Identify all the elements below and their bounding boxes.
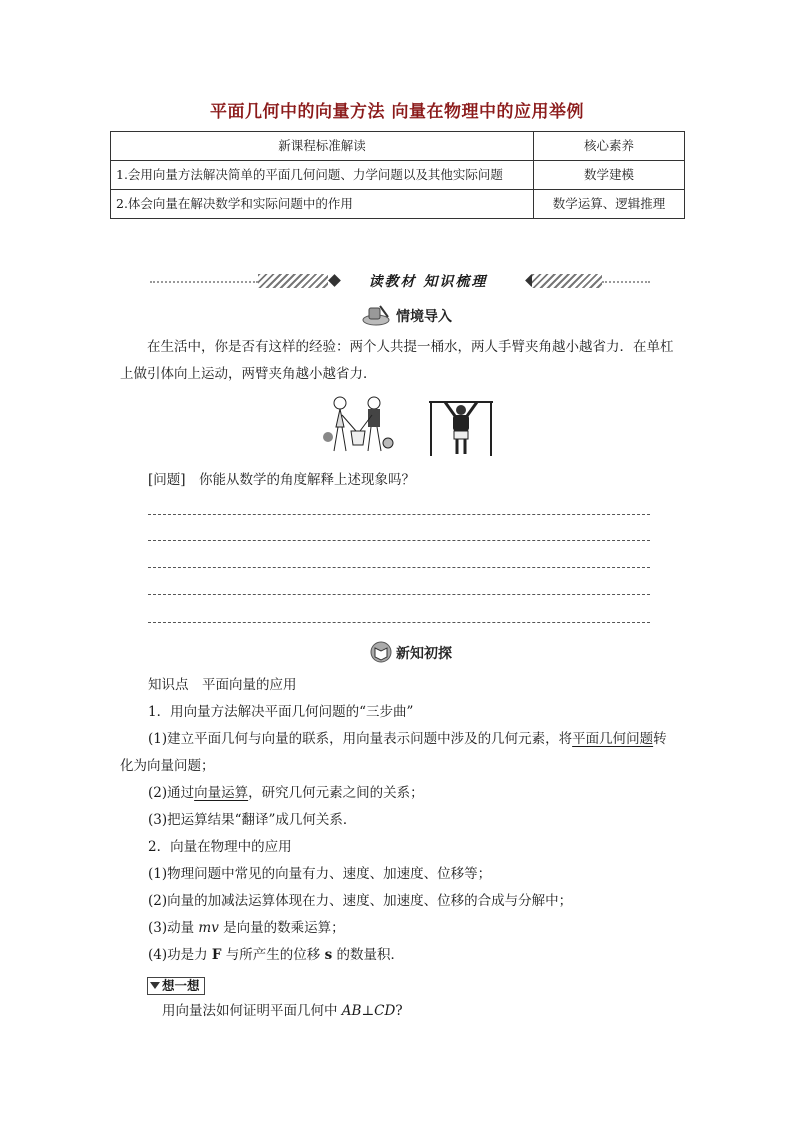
item1-title: 1．用向量方法解决平面几何问题的“三步曲” bbox=[148, 704, 414, 720]
table-header-standard: 新课程标准解读 bbox=[111, 132, 534, 161]
think-question-text: 用向量法如何证明平面几何中 bbox=[162, 1003, 342, 1019]
answer-line bbox=[148, 514, 650, 515]
item1-step1-underlined: 平面几何问题 bbox=[572, 731, 654, 747]
momentum-variable: mv bbox=[198, 920, 219, 936]
question-text: 你能从数学的角度解释上述现象吗？ bbox=[199, 472, 416, 488]
banner-dotted-rule-left bbox=[150, 281, 258, 283]
intro-paragraph: 在生活中，你是否有这样的经验：两个人共提一桶水，两人手臂夹角越小越省力．在单杠上做引体向上运动，两臂夹角越小越省力． bbox=[120, 339, 674, 382]
answer-line bbox=[148, 622, 650, 623]
intro-question bbox=[148, 467, 415, 494]
item2-point4 bbox=[148, 942, 404, 969]
table-header-row bbox=[111, 132, 685, 161]
item2-title: 2．向量在物理中的应用 bbox=[148, 839, 292, 855]
item2-point3 bbox=[148, 915, 345, 942]
item1-step2-text: (2)通过 bbox=[148, 785, 195, 801]
item1-step3: (3)把运算结果“翻译”成几何关系． bbox=[148, 812, 357, 828]
displacement-variable: s bbox=[324, 947, 333, 963]
item1-step2-underlined: 向量运算 bbox=[194, 785, 249, 801]
item2-point1: (1)物理问题中常见的向量有力、速度、加速度、位移等； bbox=[148, 866, 492, 882]
knowledge-point-title: 知识点 平面向量的应用 bbox=[148, 677, 297, 693]
book-icon bbox=[368, 640, 396, 664]
ink-stone-icon bbox=[360, 303, 392, 327]
perpendicular-expression: AB⊥CD bbox=[341, 1003, 396, 1019]
table-header-literacy: 核心素养 bbox=[534, 132, 685, 161]
table-row bbox=[111, 161, 685, 190]
standard-cell: 1.会用向量方法解决简单的平面几何问题、力学问题以及其他实际问题 bbox=[111, 161, 534, 190]
banner-stripe-left bbox=[258, 274, 328, 288]
think-question bbox=[162, 998, 403, 1025]
item2-point3-tail: 是向量的数乘运算； bbox=[218, 920, 345, 936]
item2-point4-tail: 的数量积． bbox=[332, 947, 405, 963]
think-box bbox=[147, 977, 205, 995]
item1-step1-tail: 转化为向量问题； bbox=[120, 731, 667, 774]
banner-title: 读教材 知识梳理 bbox=[368, 274, 488, 290]
banner-dotted-rule-right bbox=[602, 281, 650, 283]
literacy-cell: 数学建模 bbox=[534, 161, 685, 190]
table-row bbox=[111, 190, 685, 219]
intro-heading-text: 情境导入 bbox=[396, 309, 452, 325]
question-tag: [问题] bbox=[148, 472, 186, 488]
answer-line bbox=[148, 540, 650, 541]
item1-step1 bbox=[120, 726, 675, 780]
item2-point4-mid: 与所产生的位移 bbox=[221, 947, 325, 963]
pull-up-bar-illustration bbox=[425, 398, 497, 458]
page-title: 平面几何中的向量方法 向量在物理中的应用举例 bbox=[210, 102, 584, 122]
item1-step1-text: (1)建立平面几何与向量的联系，用向量表示问题中涉及的几何元素，将 bbox=[148, 731, 573, 747]
item2-point4-text: (4)功是力 bbox=[148, 947, 212, 963]
think-question-tail: ? bbox=[395, 1003, 403, 1019]
two-kids-carrying-bucket-illustration bbox=[318, 393, 398, 459]
think-triangle-icon bbox=[150, 982, 160, 989]
answer-line bbox=[148, 567, 650, 568]
item1-step2-tail: ，研究几何元素之间的关系； bbox=[248, 785, 424, 801]
curriculum-standards-table bbox=[110, 131, 685, 219]
item1-step2 bbox=[148, 780, 424, 807]
answer-line bbox=[148, 594, 650, 595]
banner-diamond-left-icon bbox=[328, 274, 341, 287]
think-label: 想一想 bbox=[162, 978, 200, 993]
new-knowledge-heading-text: 新知初探 bbox=[396, 646, 452, 662]
item2-point2: (2)向量的加减法运算体现在力、速度、加速度、位移的合成与分解中； bbox=[148, 893, 573, 909]
standard-cell: 2.体会向量在解决数学和实际问题中的作用 bbox=[111, 190, 534, 219]
force-variable: F bbox=[211, 947, 222, 963]
banner-stripe-right bbox=[532, 274, 602, 288]
literacy-cell: 数学运算、逻辑推理 bbox=[534, 190, 685, 219]
section-banner bbox=[150, 271, 650, 293]
item2-point3-text: (3)动量 bbox=[148, 920, 199, 936]
